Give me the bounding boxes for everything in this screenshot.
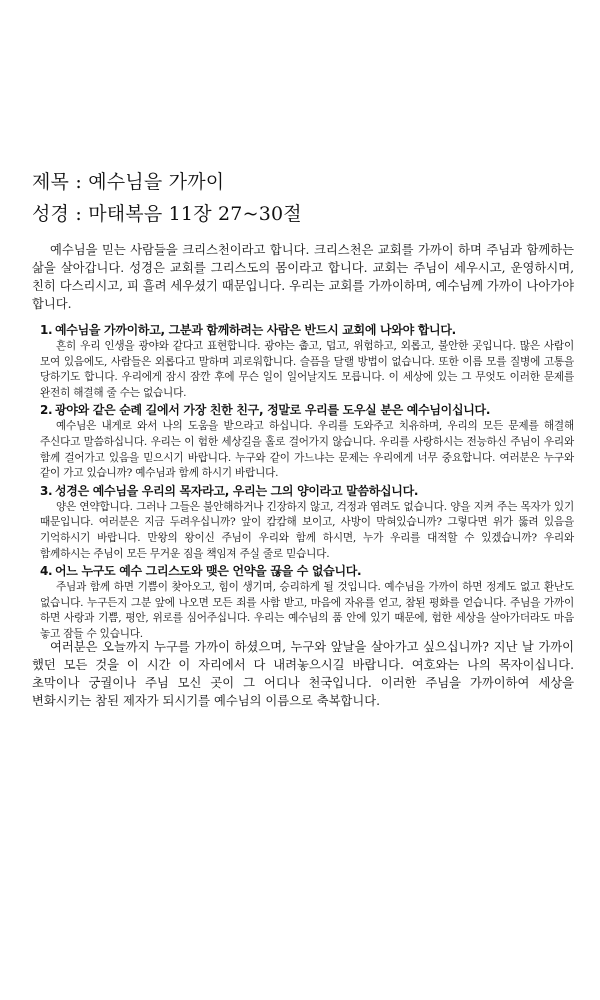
point-item <box>40 563 574 642</box>
point-number: 4. <box>40 564 53 579</box>
point-heading-text: 성경은 예수님을 우리의 목자라고, 우리는 그의 양이라고 말씀하십니다. <box>55 483 419 498</box>
point-body: 양은 연약합니다. 그러나 그들은 불안해하거나 긴장하지 않고, 걱정과 염려도 없습니다. 양을 지켜 주는 목자가 있기 때문입니다. 여러분은 지금 두려우십니까? 앞이 캄캄해 보이고, 사방이 막혀있습니까? 그렇다면 위가 뚫려 있음을 기억하시기 바랍니다. 만왕의 왕이신 주님이 우리와 함께 하시면, 누가 우리를 대적할 수 있겠습니까? 우리와 함께하시는 주님이 모든 무거운 짐을 책임져 주실 줄로 믿습니다. <box>40 500 574 560</box>
intro-paragraph: 예수님을 믿는 사람들을 크리스천이라고 합니다. 크리스천은 교회를 가까이 하며 주님과 함께하는 삶을 살아갑니다. 성경은 교회를 그리스도의 몸이라고 합니다. 교회는 주님이 세우시고, 운영하시며, 친히 다스리시고, 피 흘려 세우셨기 때문입니다. 우리는 교회를 가까이하며, 예수님께 가까이 나아가야 합니다. <box>32 243 574 311</box>
scripture-reference: 성경 : 마태복음 11장 27~30절 <box>32 203 302 225</box>
point-heading <box>40 322 574 339</box>
sermon-title: 제목 : 예수님을 가까이 <box>32 171 225 193</box>
point-body: 흔히 우리 인생을 광야와 같다고 표현합니다. 광야는 춥고, 덥고, 위험하고, 외롭고, 불안한 곳입니다. 많은 사람이 모여 있음에도, 사람들은 외롭다고 말하며 괴로워합니다. 슬픔을 달랠 방법이 없습니다. 또한 이름 모를 질병에 고통을 당하기도 합니다. 우리에게 잠시 잠깐 후에 무슨 일이 일어날지도 모릅니다. 이 세상에 있는 그 무엇도 이러한 문제를 완전히 해결해 줄 수는 없습니다. <box>40 340 574 399</box>
closing-paragraph: 여러분은 오늘까지 누구를 가까이 하셨으며, 누구와 앞날을 살아가고 싶으십니까? 지난 날 가까이 했던 모든 것을 이 시간 이 자리에서 다 내려놓으시길 바랍니다. 여호와는 나의 목자이십니다. 초막이나 궁궐이나 주님 모신 곳이 그 어디나 천국입니다. 이러한 주님을 가까이하여 세상을 변화시키는 참된 제자가 되시기를 예수님의 이름으로 축복합니다. <box>32 640 574 708</box>
point-heading <box>40 563 574 580</box>
point-item <box>40 483 574 562</box>
point-number: 2. <box>40 403 53 418</box>
point-number: 3. <box>40 483 53 498</box>
point-body: 예수님은 내게로 와서 나의 도움을 받으라고 하십니다. 우리를 도와주고 치유하며, 우리의 모든 문제를 해결해 주신다고 말씀하십니다. 우리는 이 험한 세상길을 홀로 걸어가지 않습니다. 우리를 사랑하시는 전능하신 주님이 우리와 함께 걸어가고 있음을 믿으시기 바랍니다. 누구와 같이 가느냐는 문제는 우리에게 너무 중요합니다. 여러분은 누구와 같이 가고 있습니까? 예수님과 함께 하시기 바랍니다. <box>40 420 574 480</box>
point-heading <box>40 402 574 419</box>
point-item <box>40 322 574 401</box>
sermon-points <box>40 322 574 644</box>
point-heading-text: 예수님을 가까이하고, 그분과 함께하려는 사람은 반드시 교회에 나와야 합니다. <box>55 323 456 337</box>
point-heading <box>40 483 574 500</box>
point-item <box>40 402 574 481</box>
point-heading-text: 어느 누구도 예수 그리스도와 맺은 언약을 끊을 수 없습니다. <box>55 564 362 579</box>
point-body: 주님과 함께 하면 기쁨이 찾아오고, 힘이 생기며, 승리하게 될 것입니다. 예수님을 가까이 하면 정계도 없고 환난도 없습니다. 누구든지 그분 앞에 나오면 모든 죄를 사함 받고, 마음에 자유를 얻고, 참된 평화를 얻습니다. 주님을 가까이 하면 사랑과 기쁨, 평안, 위로를 심어주십니다. 우리는 예수님의 품 안에 있기 때문에, 험한 세상을 살아가더라도 마음 놓고 잠들 수 있습니다. <box>40 581 574 640</box>
point-number: 1. <box>40 323 53 337</box>
point-heading-text: 광야와 같은 순례 길에서 가장 친한 친구, 정말로 우리를 도우실 분은 예수님이십니다. <box>55 403 491 418</box>
